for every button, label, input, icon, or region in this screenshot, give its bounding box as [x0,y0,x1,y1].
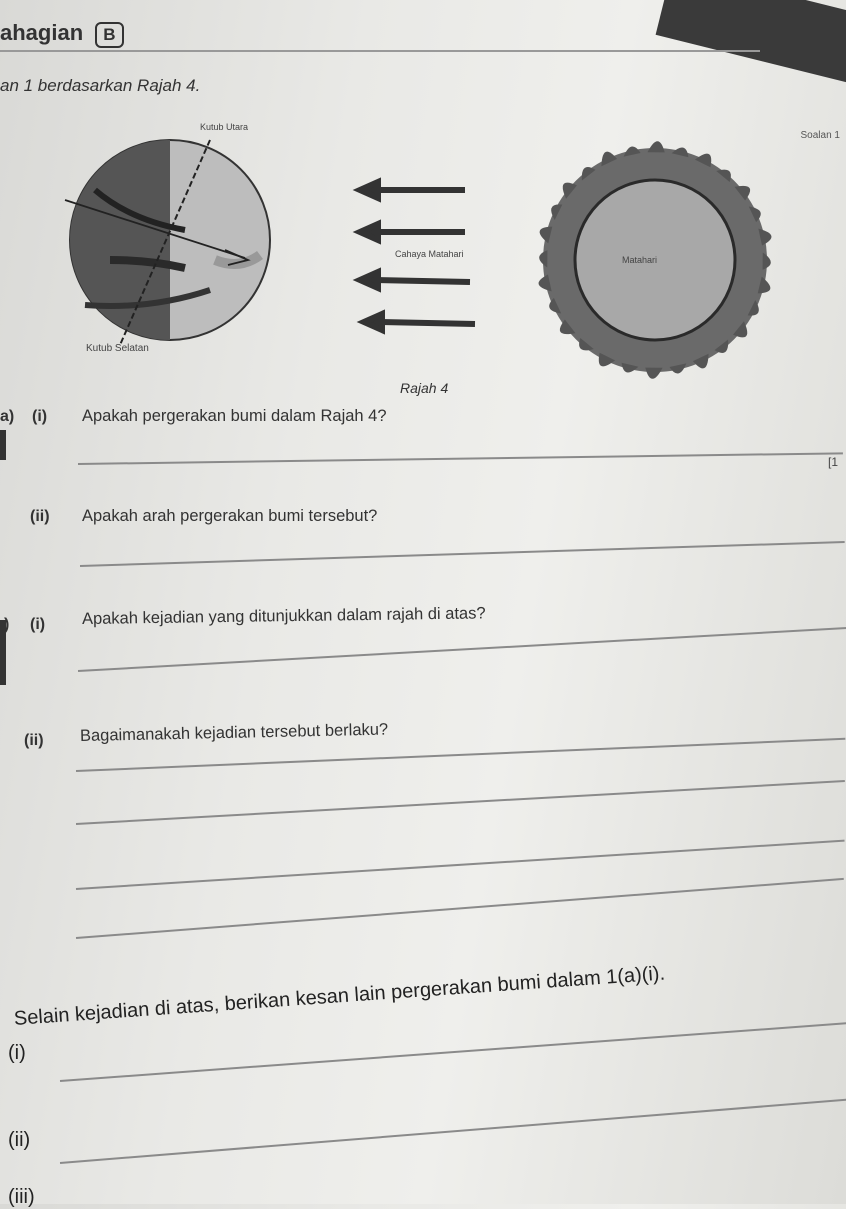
south-pole-label: Kutub Selatan [86,343,149,354]
q-a-ii-number: (ii) [30,508,50,525]
sun-flame [645,368,662,379]
q-a-number: a) [0,408,15,425]
q-c-iii-number: (iii) [8,1186,35,1208]
figure-caption: Rajah 4 [400,380,449,396]
intro-text: an 1 berdasarkan Rajah 4. [0,76,201,95]
corner-label: Soalan 1 [800,130,840,141]
section-word: ahagian [0,20,84,45]
sun-label: Matahari [622,255,658,265]
margin-bar [0,430,6,460]
q-a-i-number: (i) [32,408,48,425]
answer-line[interactable] [76,840,845,890]
q-b-i-number: (i) [30,616,46,633]
q-b-ii-text: Bagaimanakah kejadian tersebut berlaku? [79,720,389,745]
mark-bracket: [1 [828,455,839,469]
earth-globe [65,140,270,345]
answer-line[interactable] [78,627,846,671]
q-c-ii-number: (ii) [8,1129,31,1151]
q-b-ii-number: (ii) [24,732,44,749]
q-a-ii-text: Apakah arah pergerakan bumi tersebut? [82,507,378,525]
q-c-text: Selain kejadian di atas, berikan kesan lain pergerakan bumi dalam 1(a)(i). [13,962,666,1030]
q-b-number: ) [4,616,10,633]
answer-line[interactable] [78,452,843,464]
rajah-4-diagram [0,110,846,380]
section-badge: B [95,22,123,48]
q-b-i-text: Apakah kejadian yang ditunjukkan dalam rajah di atas? [81,604,486,628]
sun-flame [647,141,664,152]
answer-line[interactable] [60,1099,846,1164]
answer-line[interactable] [80,541,845,567]
light-label: Cahaya Matahari [395,249,464,259]
page-shadow [656,0,846,88]
section-heading [0,20,124,48]
answer-line[interactable] [76,780,845,824]
q-a-i-text: Apakah pergerakan bumi dalam Rajah 4? [82,407,387,425]
answer-line[interactable] [60,1022,846,1081]
north-pole-label: Kutub Utara [200,122,249,132]
q-c-i-number: (i) [8,1042,26,1064]
answer-line[interactable] [76,878,844,939]
header-rule [0,50,760,52]
